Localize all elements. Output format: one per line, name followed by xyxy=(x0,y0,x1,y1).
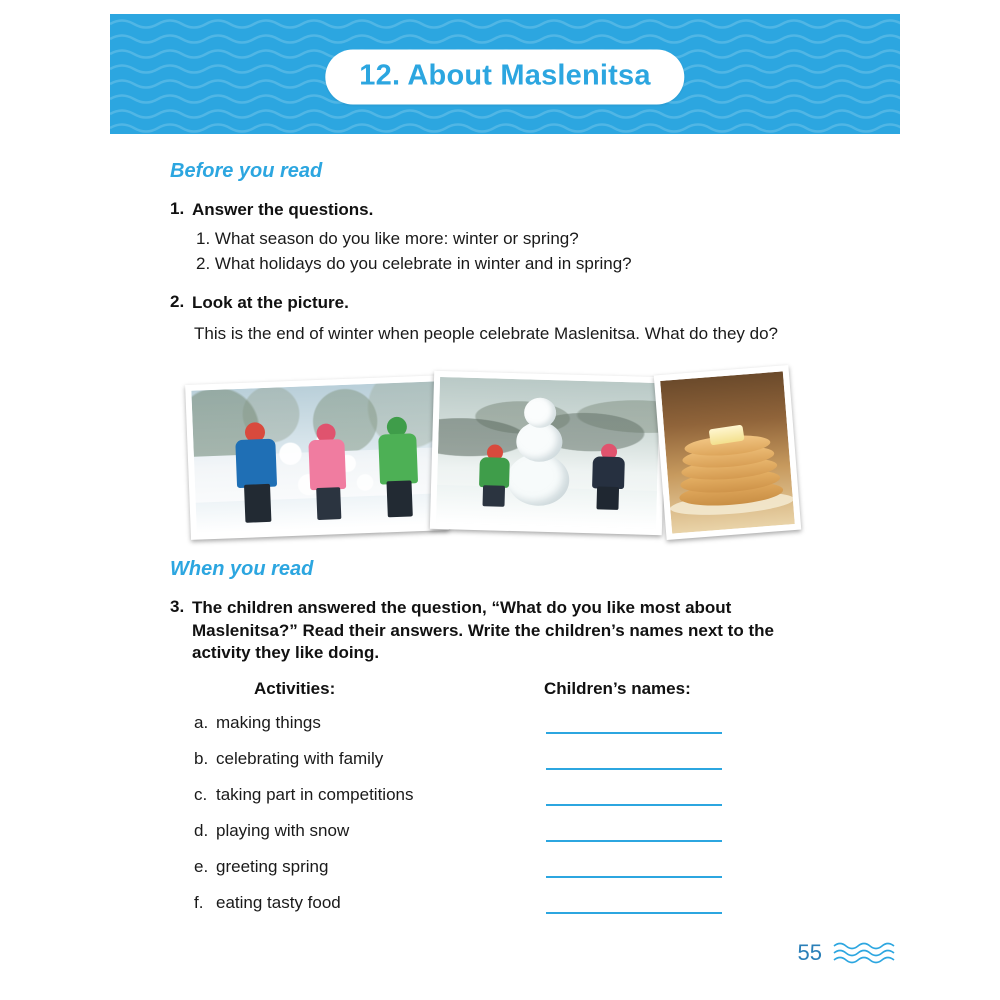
answer-blank-line[interactable] xyxy=(546,912,722,914)
answer-blank-line[interactable] xyxy=(546,876,722,878)
activities-column-header: Activities: xyxy=(254,678,336,698)
activity-label: taking part in competitions xyxy=(216,784,414,804)
photo-collage xyxy=(170,362,830,540)
section-heading-when-you-read: When you read xyxy=(170,558,314,581)
names-column-header: Children’s names: xyxy=(544,678,691,698)
answer-blank-line[interactable] xyxy=(546,804,722,806)
page-title: 12. About Maslenitsa xyxy=(359,59,651,92)
task-3-text: The children answered the question, “What do you like most about Maslenitsa?” Read their answers. Write the children’s names next to the activity they like doing. xyxy=(192,598,774,663)
activity-row xyxy=(170,741,830,777)
activity-row xyxy=(170,777,830,813)
task-2 xyxy=(170,292,830,314)
activity-letter: d. xyxy=(194,820,209,840)
answer-blank-line[interactable] xyxy=(546,768,722,770)
activity-letter: a. xyxy=(194,712,209,732)
task-1-text: Answer the questions. xyxy=(192,200,374,219)
task-1-number: 1. xyxy=(170,199,185,218)
section-heading-before-you-read: Before you read xyxy=(170,160,323,182)
task-3-number: 3. xyxy=(170,597,185,617)
activity-list xyxy=(170,705,830,921)
activity-label: greeting spring xyxy=(216,856,329,876)
page-number: 55 xyxy=(797,940,822,965)
unit-title-pill xyxy=(325,50,684,105)
activity-row xyxy=(170,849,830,885)
activity-row xyxy=(170,813,830,849)
task-3 xyxy=(170,597,830,664)
activity-label: making things xyxy=(216,712,321,732)
photo-children-snow xyxy=(185,375,449,540)
task-1 xyxy=(170,199,830,221)
task-1-questions xyxy=(196,227,830,275)
activity-letter: f. xyxy=(194,892,204,912)
activity-row xyxy=(170,705,830,741)
task-1-question: 1. What season do you like more: winter or spring? xyxy=(196,229,579,249)
activity-column-headers xyxy=(170,679,830,699)
page-content xyxy=(170,160,830,921)
answer-blank-line[interactable] xyxy=(546,840,722,842)
activity-label: celebrating with family xyxy=(216,748,384,768)
answer-blank-line[interactable] xyxy=(546,732,722,734)
task-2-text: Look at the picture. xyxy=(192,292,349,312)
activity-letter: e. xyxy=(194,856,209,876)
task-2-number: 2. xyxy=(170,291,185,311)
activity-label: playing with snow xyxy=(216,820,350,840)
task-1-question: 2. What holidays do you celebrate in winter and in spring? xyxy=(196,253,632,273)
activity-letter: b. xyxy=(194,748,209,768)
activity-label: eating tasty food xyxy=(216,892,341,912)
photo-snowman xyxy=(430,371,666,535)
task-2-paragraph xyxy=(170,322,830,346)
activity-row xyxy=(170,885,830,921)
page-footer xyxy=(798,940,900,966)
page-banner xyxy=(110,14,900,134)
footer-wave-icon xyxy=(832,941,900,965)
task-2-paragraph-text: This is the end of winter when people celebrate Maslenitsa. What do they do? xyxy=(194,324,779,344)
activity-letter: c. xyxy=(194,784,208,804)
photo-pancakes xyxy=(654,365,802,540)
